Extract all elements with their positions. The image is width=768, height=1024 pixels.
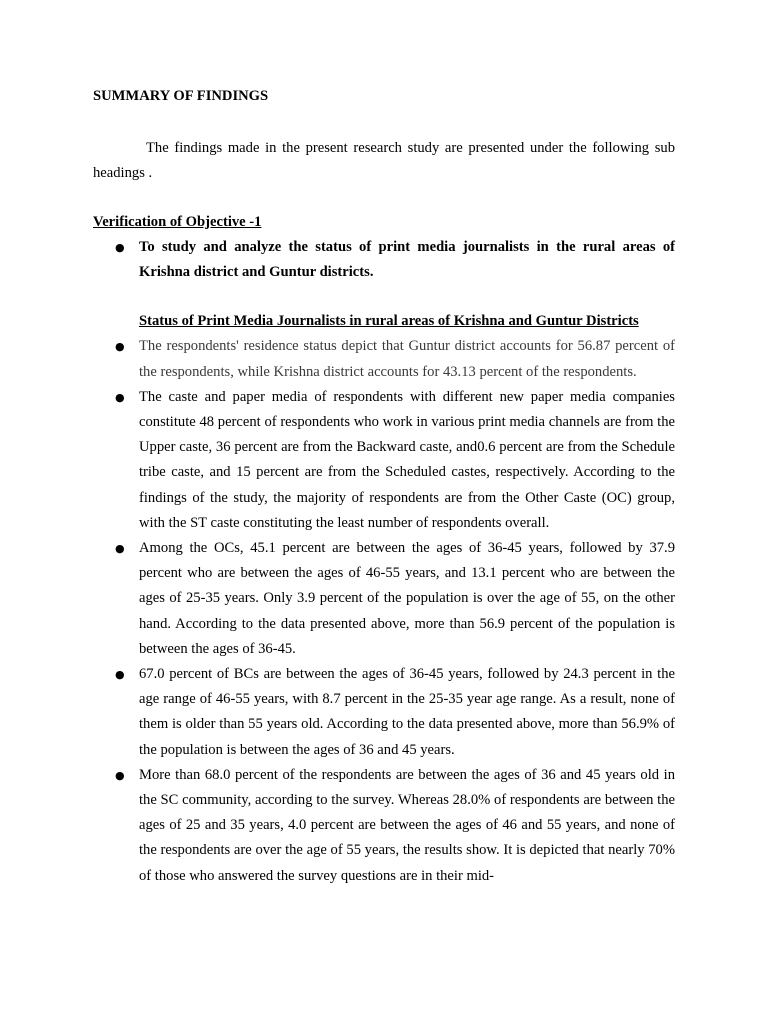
- finding-text: 67.0 percent of BCs are between the ages of 36-45 years, followed by 24.3 percent in the age range of 46-55 years, with 8.7 percent in the 25-35 year age range. As a result, none of them is older than 55 years old. According to the data presented above, more than 56.9% of the population is between the ages of 36 and 45 years.: [139, 666, 675, 758]
- objective-item: [93, 235, 675, 285]
- findings-list: [93, 334, 675, 888]
- objective-text: To study and analyze the status of print media journalists in the rural areas of Krishna district and Guntur districts.: [139, 239, 675, 281]
- document-title: SUMMARY OF FINDINGS: [93, 88, 269, 104]
- finding-text: More than 68.0 percent of the respondents are between the ages of 36 and 45 years old in the SC community, according to the survey. Whereas 28.0% of respondents are between the ages of 25 and 35 years, 4.0 percent are between the ages of 46 and 55 years, and none of the respondents are over the age of 55 years, the results show. It is depicted that nearly 70% of those who answered the survey questions are in their mid-: [139, 766, 675, 884]
- finding-text: The respondents' residence status depict that Guntur district accounts for 56.87 percent of the respondents, while Krishna district accounts for 43.13 percent of the respondents.: [139, 338, 675, 380]
- finding-text: Among the OCs, 45.1 percent are between the ages of 36-45 years, followed by 37.9 percent who are between the ages of 46-55 years, and 13.1 percent who are between the ages of 25-35 years. Only 3.9 percent of the population is over the age of 55, on the other hand. According to the data presented above, more than 56.9 percent of the population is between the ages of 36-45.: [139, 540, 675, 657]
- bullet-icon: ●: [115, 768, 125, 782]
- finding-item: [93, 334, 675, 384]
- finding-item: [93, 536, 675, 662]
- finding-item: [93, 763, 675, 889]
- intro-paragraph: The findings made in the present research study are presented under the following sub headings .: [93, 140, 675, 181]
- finding-item: [93, 662, 675, 763]
- bullet-icon: ●: [115, 542, 125, 556]
- sub-heading: Status of Print Media Journalists in rural areas of Krishna and Guntur Districts: [139, 313, 639, 330]
- bullet-icon: ●: [115, 340, 125, 354]
- bullet-icon: ●: [115, 241, 125, 254]
- bullet-icon: ●: [115, 668, 125, 682]
- finding-text: The caste and paper media of respondents with different new paper media companies constitute 48 percent of respondents who work in various print media channels are from the Upper caste, 36 percent are from the Backward caste, and0.6 percent are from the Schedule tribe caste, and 15 percent are from the Scheduled castes, respectively. According to the findings of the study, the majority of respondents are from the Other Caste (OC) group, with the ST caste constituting the least number of respondents overall.: [139, 388, 675, 531]
- finding-item: [93, 385, 675, 536]
- section-heading: Verification of Objective -1: [93, 214, 262, 230]
- objective-list: [93, 235, 675, 285]
- document-page: [93, 86, 675, 889]
- bullet-icon: ●: [115, 390, 125, 404]
